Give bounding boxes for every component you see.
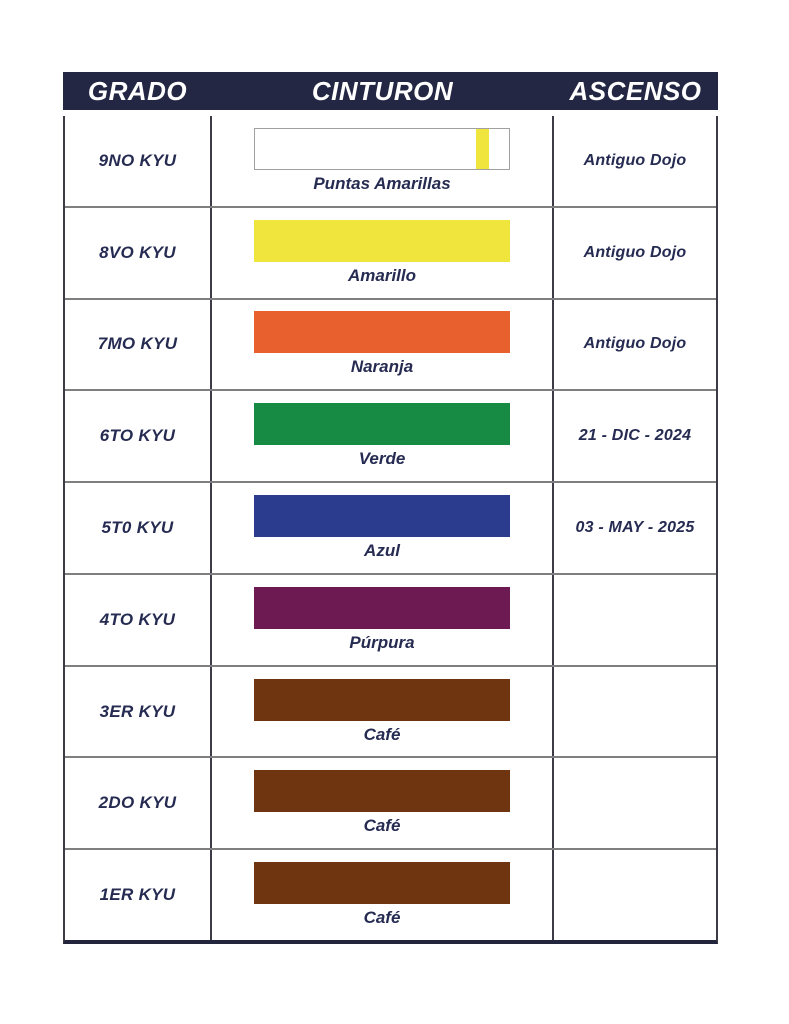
table-row [65,573,716,665]
belt-cell [212,667,554,757]
ascenso-cell [554,850,716,940]
belt-label: Café [363,908,401,928]
table-body [63,116,718,944]
grade-cell [65,391,212,481]
belt-label: Amarillo [347,265,417,285]
belt-label: Café [363,816,401,836]
grade-label: 2DO KYU [98,793,177,813]
ascenso-label: Antiguo Dojo [583,243,687,261]
belt-cell [212,483,554,573]
grade-cell [65,116,212,206]
belt-label: Verde [358,449,406,469]
grade-label: 7MO KYU [97,334,178,354]
table-row [65,389,716,481]
ascenso-cell [554,116,716,206]
belt-cell [212,850,554,940]
table-row [65,116,716,206]
table-row [65,848,716,940]
ascenso-cell [554,483,716,573]
grade-label: 5T0 KYU [101,518,174,538]
ascenso-label: Antiguo Dojo [583,151,687,169]
belt-swatch [254,587,510,629]
ascenso-cell [554,667,716,757]
ascenso-label: 03 - MAY - 2025 [575,519,695,537]
belt-swatch [254,495,510,537]
grade-cell [65,758,212,848]
grade-label: 8VO KYU [99,242,176,262]
grade-label: 1ER KYU [99,885,176,905]
table-row [65,206,716,298]
grade-label: 6TO KYU [99,426,176,446]
ascenso-label: 21 - DIC - 2024 [578,427,692,445]
belt-label: Azul [364,541,400,561]
grade-cell [65,575,212,665]
table-row [65,665,716,757]
grade-label: 3ER KYU [99,701,176,721]
belt-cell [212,208,554,298]
ascenso-cell [554,575,716,665]
grade-cell [65,483,212,573]
grade-cell [65,850,212,940]
table-row [65,756,716,848]
table-row [65,481,716,573]
table-header [63,72,718,110]
belt-rank-table [63,72,718,944]
grade-cell [65,300,212,390]
belt-cell [212,758,554,848]
header-cell-cinturon: CINTURON [311,75,454,106]
belt-swatch [254,770,510,812]
belt-swatch [254,679,510,721]
grade-label: 4TO KYU [99,609,176,629]
belt-swatch [254,862,510,904]
ascenso-cell [554,208,716,298]
belt-cell [212,300,554,390]
grade-cell [65,208,212,298]
belt-cell [212,116,554,206]
belt-label: Púrpura [349,632,415,652]
belt-swatch [254,311,510,353]
belt-label: Café [363,724,401,744]
belt-tip-stripe [476,129,489,169]
belt-cell [212,575,554,665]
belt-cell [212,391,554,481]
header-cell-grado: GRADO [87,75,188,106]
belt-label: Naranja [350,357,414,377]
header-cell-ascenso: ASCENSO [569,75,702,106]
belt-swatch [254,403,510,445]
table-row [65,298,716,390]
belt-label: Puntas Amarillas [313,173,451,193]
belt-swatch [254,128,510,170]
ascenso-cell [554,300,716,390]
grade-cell [65,667,212,757]
grade-label: 9NO KYU [98,150,177,170]
ascenso-label: Antiguo Dojo [583,335,687,353]
ascenso-cell [554,758,716,848]
ascenso-cell [554,391,716,481]
belt-swatch [254,220,510,262]
